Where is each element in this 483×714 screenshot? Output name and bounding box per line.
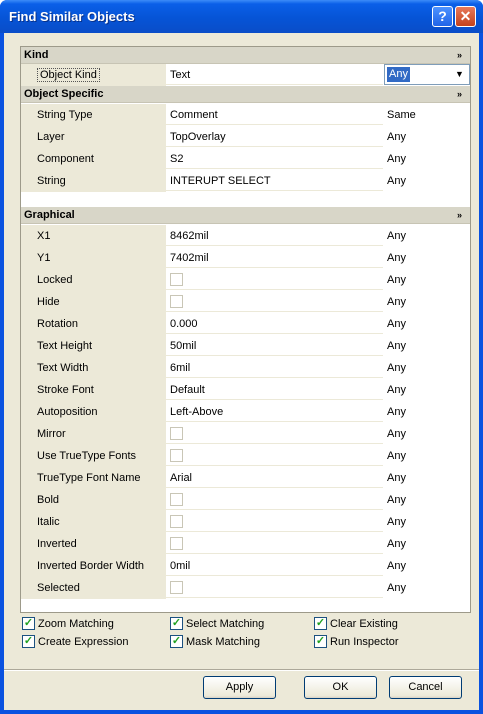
property-checkbox[interactable] xyxy=(166,578,383,598)
property-value[interactable]: Default xyxy=(166,380,383,400)
property-row[interactable] xyxy=(21,423,470,445)
property-label: String Type xyxy=(21,104,164,126)
property-checkbox[interactable] xyxy=(166,292,383,312)
scope-value[interactable]: Any xyxy=(384,578,470,598)
property-value[interactable]: Text xyxy=(166,65,383,85)
property-label: Autoposition xyxy=(21,401,164,423)
scope-value[interactable]: Any xyxy=(384,402,470,422)
property-label: Bold xyxy=(21,489,164,511)
collapse-chevron-icon[interactable]: » xyxy=(456,89,462,99)
option-label: Mask Matching xyxy=(186,636,260,648)
property-row[interactable] xyxy=(21,511,470,533)
property-row[interactable] xyxy=(21,148,470,170)
property-label: Italic xyxy=(21,511,164,533)
property-value[interactable]: TopOverlay xyxy=(166,127,383,147)
select-matching-checkbox[interactable] xyxy=(170,616,264,632)
property-value[interactable]: S2 xyxy=(166,149,383,169)
category-object-specific[interactable] xyxy=(21,86,470,103)
title-bar[interactable] xyxy=(0,0,483,33)
property-label: Component xyxy=(21,148,164,170)
property-row[interactable] xyxy=(21,533,470,555)
scope-value[interactable]: Any xyxy=(384,358,470,378)
scope-value[interactable]: Same xyxy=(384,105,470,125)
close-icon[interactable]: ✕ xyxy=(455,6,476,27)
scope-value[interactable]: Any xyxy=(384,127,470,147)
property-checkbox[interactable] xyxy=(166,446,383,466)
dialog-body xyxy=(4,33,479,710)
property-label: Text Height xyxy=(21,335,164,357)
property-label: Inverted Border Width xyxy=(21,555,164,577)
help-icon[interactable]: ? xyxy=(432,6,453,27)
option-label: Run Inspector xyxy=(330,636,399,648)
property-checkbox[interactable] xyxy=(166,424,383,444)
property-value[interactable]: 0.000 xyxy=(166,314,383,334)
scope-value[interactable]: Any xyxy=(384,270,470,290)
property-row[interactable] xyxy=(21,225,470,247)
scope-value[interactable]: Any xyxy=(384,336,470,356)
property-label: Selected xyxy=(21,577,164,599)
checkbox-check-icon: ✓ xyxy=(171,634,182,647)
property-row[interactable] xyxy=(21,467,470,489)
property-row[interactable] xyxy=(21,247,470,269)
checkbox-unchecked[interactable] xyxy=(170,427,183,440)
checkbox-unchecked[interactable] xyxy=(170,581,183,594)
category-kind[interactable] xyxy=(21,47,470,64)
property-value[interactable]: Comment xyxy=(166,105,383,125)
scope-value[interactable]: Any xyxy=(384,314,470,334)
scope-value[interactable]: Any xyxy=(384,446,470,466)
scope-value[interactable]: Any xyxy=(384,171,470,191)
category-label: Kind xyxy=(24,49,49,61)
property-row[interactable] xyxy=(21,489,470,511)
property-row[interactable] xyxy=(21,170,470,192)
property-label: X1 xyxy=(21,225,164,247)
scope-value[interactable]: Any xyxy=(384,424,470,444)
scope-value[interactable]: Any xyxy=(384,380,470,400)
checkbox-unchecked[interactable] xyxy=(170,273,183,286)
scope-value[interactable]: Any xyxy=(384,534,470,554)
scope-dropdown[interactable] xyxy=(384,64,470,85)
property-row[interactable] xyxy=(21,555,470,577)
property-row[interactable] xyxy=(21,104,470,126)
property-label: Inverted xyxy=(21,533,164,555)
collapse-chevron-icon[interactable]: » xyxy=(456,210,462,220)
property-row[interactable] xyxy=(21,401,470,423)
checkbox-unchecked[interactable] xyxy=(170,515,183,528)
property-label: Y1 xyxy=(21,247,164,269)
cancel-button[interactable]: Cancel xyxy=(389,676,462,699)
property-label: Object Kind xyxy=(21,64,164,86)
properties-grid xyxy=(20,46,471,613)
checkbox-unchecked[interactable] xyxy=(170,449,183,462)
property-value[interactable]: 8462mil xyxy=(166,226,383,246)
property-label: TrueType Font Name xyxy=(21,467,164,489)
checkbox-unchecked[interactable] xyxy=(170,537,183,550)
category-graphical[interactable] xyxy=(21,207,470,224)
property-row[interactable] xyxy=(21,126,470,148)
checkbox-check-icon: ✓ xyxy=(23,616,34,629)
property-row[interactable] xyxy=(21,577,470,599)
footer-divider xyxy=(4,669,479,671)
property-row[interactable] xyxy=(21,379,470,401)
property-checkbox[interactable] xyxy=(166,270,383,290)
property-label: Rotation xyxy=(21,313,164,335)
scope-value[interactable]: Any xyxy=(384,292,470,312)
property-label: Mirror xyxy=(21,423,164,445)
window-title: Find Similar Objects xyxy=(9,9,135,24)
create-expression-checkbox[interactable] xyxy=(22,634,129,650)
property-value[interactable]: Arial xyxy=(166,468,383,488)
property-label: Stroke Font xyxy=(21,379,164,401)
scope-value[interactable]: Any xyxy=(384,468,470,488)
category-label: Object Specific xyxy=(24,88,104,100)
property-checkbox[interactable] xyxy=(166,490,383,510)
property-label: Hide xyxy=(21,291,164,313)
checkbox-unchecked[interactable] xyxy=(170,493,183,506)
option-label: Create Expression xyxy=(38,636,129,648)
property-label: Locked xyxy=(21,269,164,291)
chevron-down-icon[interactable]: ▼ xyxy=(455,69,464,79)
property-row[interactable] xyxy=(21,357,470,379)
clear-existing-checkbox[interactable] xyxy=(314,616,398,632)
property-value[interactable]: INTERUPT SELECT xyxy=(166,171,383,191)
scope-value[interactable]: Any xyxy=(384,248,470,268)
property-value[interactable]: 0mil xyxy=(166,556,383,576)
checkbox-check-icon: ✓ xyxy=(315,616,326,629)
property-value[interactable]: 7402mil xyxy=(166,248,383,268)
scope-value[interactable]: Any xyxy=(384,490,470,510)
scope-value[interactable]: Any xyxy=(384,226,470,246)
property-value[interactable]: Left-Above xyxy=(166,402,383,422)
property-label: Layer xyxy=(21,126,164,148)
checkbox-check-icon: ✓ xyxy=(171,616,182,629)
ok-button[interactable]: OK xyxy=(304,676,377,699)
checkbox-check-icon: ✓ xyxy=(315,634,326,647)
property-row[interactable] xyxy=(21,313,470,335)
property-label: Use TrueType Fonts xyxy=(21,445,164,467)
option-label: Zoom Matching xyxy=(38,618,114,630)
option-label: Clear Existing xyxy=(330,618,398,630)
option-label: Select Matching xyxy=(186,618,265,630)
scope-value[interactable]: Any xyxy=(384,512,470,532)
property-row[interactable] xyxy=(21,335,470,357)
property-value[interactable]: 6mil xyxy=(166,358,383,378)
property-checkbox[interactable] xyxy=(166,512,383,532)
mask-matching-checkbox[interactable] xyxy=(170,634,260,650)
property-checkbox[interactable] xyxy=(166,534,383,554)
checkbox-unchecked[interactable] xyxy=(170,295,183,308)
checkbox-check-icon: ✓ xyxy=(23,634,34,647)
property-row-object-kind[interactable] xyxy=(21,64,470,86)
property-label: String xyxy=(21,170,164,192)
property-row[interactable] xyxy=(21,291,470,313)
scope-selected: Any xyxy=(389,68,408,80)
zoom-matching-checkbox[interactable] xyxy=(22,616,114,632)
category-label: Graphical xyxy=(24,209,75,221)
property-value[interactable]: 50mil xyxy=(166,336,383,356)
scope-value[interactable]: Any xyxy=(384,556,470,576)
property-row[interactable] xyxy=(21,269,470,291)
property-row[interactable] xyxy=(21,445,470,467)
run-inspector-checkbox[interactable] xyxy=(314,634,398,650)
scope-value[interactable]: Any xyxy=(384,149,470,169)
collapse-chevron-icon[interactable]: » xyxy=(456,50,462,60)
property-label: Text Width xyxy=(21,357,164,379)
apply-button[interactable]: Apply xyxy=(203,676,276,699)
